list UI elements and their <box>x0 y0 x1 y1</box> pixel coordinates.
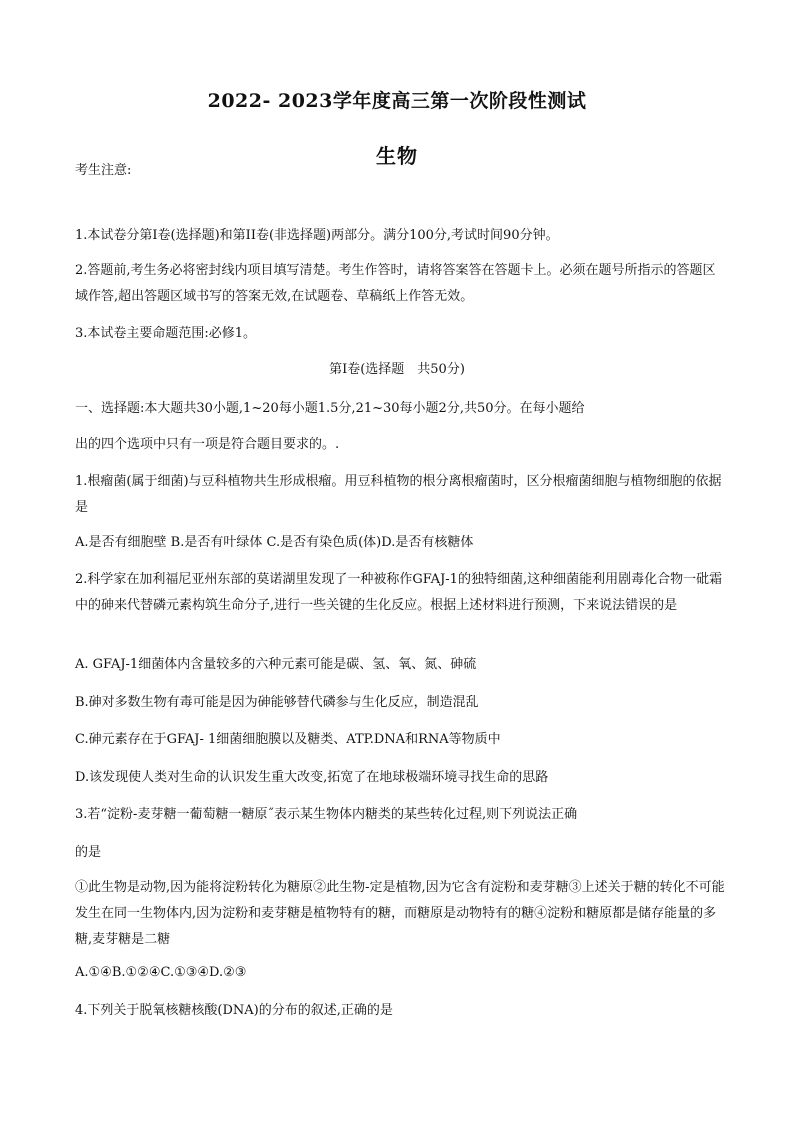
question-3-stem-line-1: 3.若“淀粉-麦芽糖一葡萄糖一糖原˝表示某生物体内糖类的某些转化过程,则下列说法正确 <box>75 807 578 822</box>
question-2-option-a: A. GFAJ-1细菌体内含量较多的六种元素可能是碳、氢、氧、氮、砷硫 <box>75 657 477 672</box>
section-intro-line-2: 出的四个选项中只有一项是符合题目要求的。. <box>75 437 340 452</box>
question-3-options: A.①④B.①②④C.①③④D.②③ <box>75 965 247 980</box>
notice-heading: 考生注意: <box>75 163 132 178</box>
question-1-stem: 1.根瘤菌(属于细菌)与豆科植物共生形成根瘤。用豆科植物的根分离根瘤菌时，区分根瘤菌细胞与植物细胞的依据是 <box>75 474 722 515</box>
notice-item-3: 3.本试卷主要命题范围:必修1。 <box>75 326 257 341</box>
question-2-option-c: C.砷元素存在于GFAJ- 1细菌细胞膜以及糖类、ATP.DNA和RNA等物质中 <box>75 732 501 747</box>
notice-item-2: 2.答题前,考生务必将密封线内项目填写清楚。考生作答时，请将答案答在答题卡上。必须在题号所指示的答题区域作答,超出答题区域书写的答案无效,在试题卷、草稿纸上作答无效。 <box>75 263 716 304</box>
question-2-stem: 2.科学家在加利福尼亚州东部的莫诺湖里发现了一种被称作GFAJ-1的独特细菌,这种细菌能利用剧毒化合物一砒霜中的砷来代替磷元素构筑生命分子,进行一些关键的生化反应。根据上述材料进行预测，下来说法错误的是 <box>75 572 723 613</box>
section-title: 第Ⅰ卷(选择题 共50分) <box>329 362 465 377</box>
subject-title: 生物 <box>376 144 418 168</box>
question-2-option-d: D.该发现使人类对生命的认识发生重大改变,拓宽了在地球极端环境寻找生命的思路 <box>75 770 549 785</box>
section-intro-line-1: 一、选择题:本大题共30小题,1~20每小题1.5分,21~30每小题2分,共50分。在每小题给 <box>75 401 585 416</box>
question-3-statements: ①此生物是动物,因为能将淀粉转化为糖原②此生物-定是植物,因为它含有淀粉和麦芽糖③上述关于糖的转化不可能发生在同一生物体内,因为淀粉和麦芽糖是植物特有的糖，而糖原是动物特有的糖④淀粉和糖原都是储存能量的多糖,麦芽糖是二糖 <box>75 880 725 947</box>
exam-title: 2022- 2023学年度高三第一次阶段性测试 <box>207 90 587 112</box>
notice-item-1: 1.本试卷分第Ⅰ卷(选择题)和第II卷(非选择题)两部分。满分100分,考试时间90分钟。 <box>75 228 559 243</box>
question-2-option-b: B.砷对多数生物有毒可能是因为砷能够替代磷参与生化反应，制造混乱 <box>75 695 479 710</box>
question-1-options: A.是否有细胞壁 B.是否有叶绿体 C.是否有染色质(体)D.是否有核糖体 <box>75 535 474 550</box>
question-4-stem: 4.下列关于脱氧核糖核酸(DNA)的分布的叙述,正确的是 <box>75 1003 393 1018</box>
question-3-stem-line-2: 的是 <box>75 845 102 860</box>
